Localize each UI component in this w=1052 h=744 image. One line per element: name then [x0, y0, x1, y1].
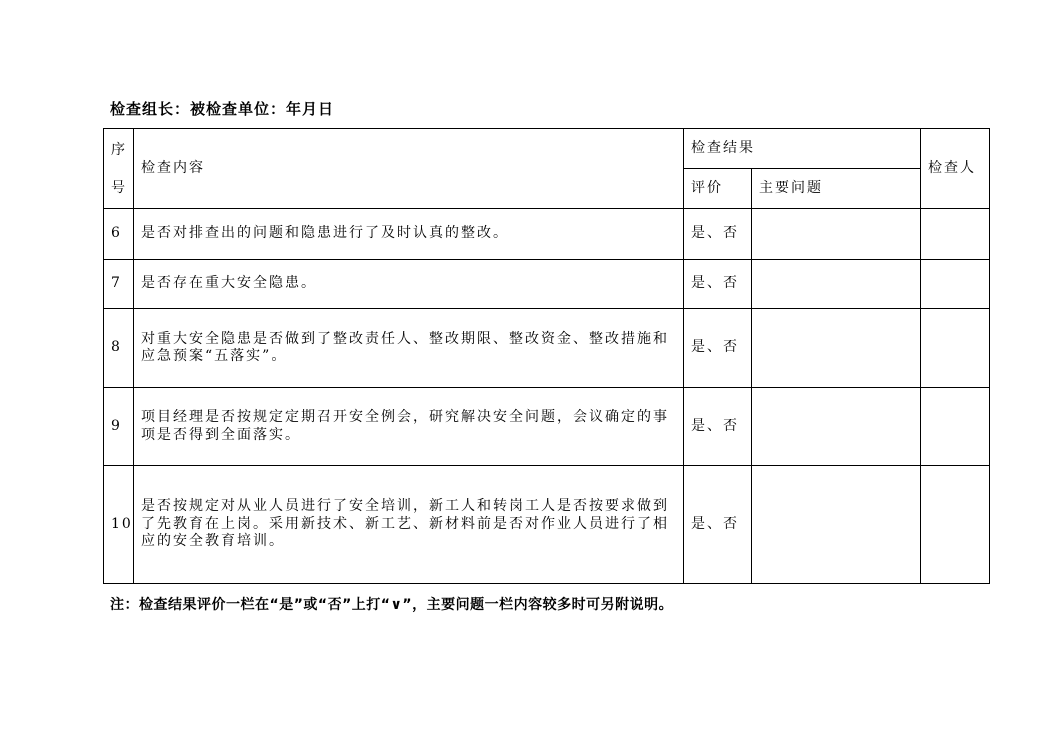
row-content: 是否存在重大安全隐患。 [134, 260, 684, 309]
table-row [104, 309, 990, 388]
seq-header [104, 129, 134, 209]
row-inspector-cell[interactable] [921, 260, 990, 309]
inspection-table [103, 128, 990, 584]
row-seq: 8 [104, 309, 134, 388]
row-eval-options[interactable]: 是、否 [684, 466, 752, 584]
row-content: 是否按规定对从业人员进行了安全培训，新工人和转岗工人是否按要求做到了先教育在上岗。采用新技术、新工艺、新材料前是否对作业人员进行了相应的安全教育培训。 [134, 466, 684, 584]
content-header: 检查内容 [134, 129, 684, 209]
row-eval-options[interactable]: 是、否 [684, 309, 752, 388]
row-inspector-cell[interactable] [921, 209, 990, 260]
row-inspector-cell[interactable] [921, 466, 990, 584]
eval-header: 评价 [684, 169, 752, 209]
result-header: 检查结果 [684, 129, 921, 169]
table-row [104, 388, 990, 466]
seq-header-top: 序 [111, 141, 127, 158]
row-issue-cell[interactable] [752, 309, 921, 388]
form-header: 检查组长：被检查单位：年月日 [110, 100, 335, 118]
row-content: 项目经理是否按规定定期召开安全例会，研究解决安全问题，会议确定的事项是否得到全面落实。 [134, 388, 684, 466]
row-seq: 6 [104, 209, 134, 260]
table-row [104, 209, 990, 260]
header-row-top [104, 129, 990, 169]
row-issue-cell[interactable] [752, 209, 921, 260]
table-row [104, 260, 990, 309]
table-row [104, 466, 990, 584]
row-issue-cell[interactable] [752, 466, 921, 584]
issue-header: 主要问题 [752, 169, 921, 209]
seq-header-bottom: 号 [111, 179, 127, 196]
row-issue-cell[interactable] [752, 388, 921, 466]
row-issue-cell[interactable] [752, 260, 921, 309]
row-content: 是否对排查出的问题和隐患进行了及时认真的整改。 [134, 209, 684, 260]
row-seq: 9 [104, 388, 134, 466]
footnote: 注：检查结果评价一栏在“是”或“否”上打“∨”，主要问题一栏内容较多时可另附说明。 [110, 597, 674, 613]
inspector-header: 检查人 [921, 129, 990, 209]
row-eval-options[interactable]: 是、否 [684, 209, 752, 260]
row-inspector-cell[interactable] [921, 388, 990, 466]
row-seq: 7 [104, 260, 134, 309]
row-eval-options[interactable]: 是、否 [684, 260, 752, 309]
row-seq: 10 [104, 466, 134, 584]
row-content: 对重大安全隐患是否做到了整改责任人、整改期限、整改资金、整改措施和应急预案“五落实”。 [134, 309, 684, 388]
row-eval-options[interactable]: 是、否 [684, 388, 752, 466]
row-inspector-cell[interactable] [921, 309, 990, 388]
